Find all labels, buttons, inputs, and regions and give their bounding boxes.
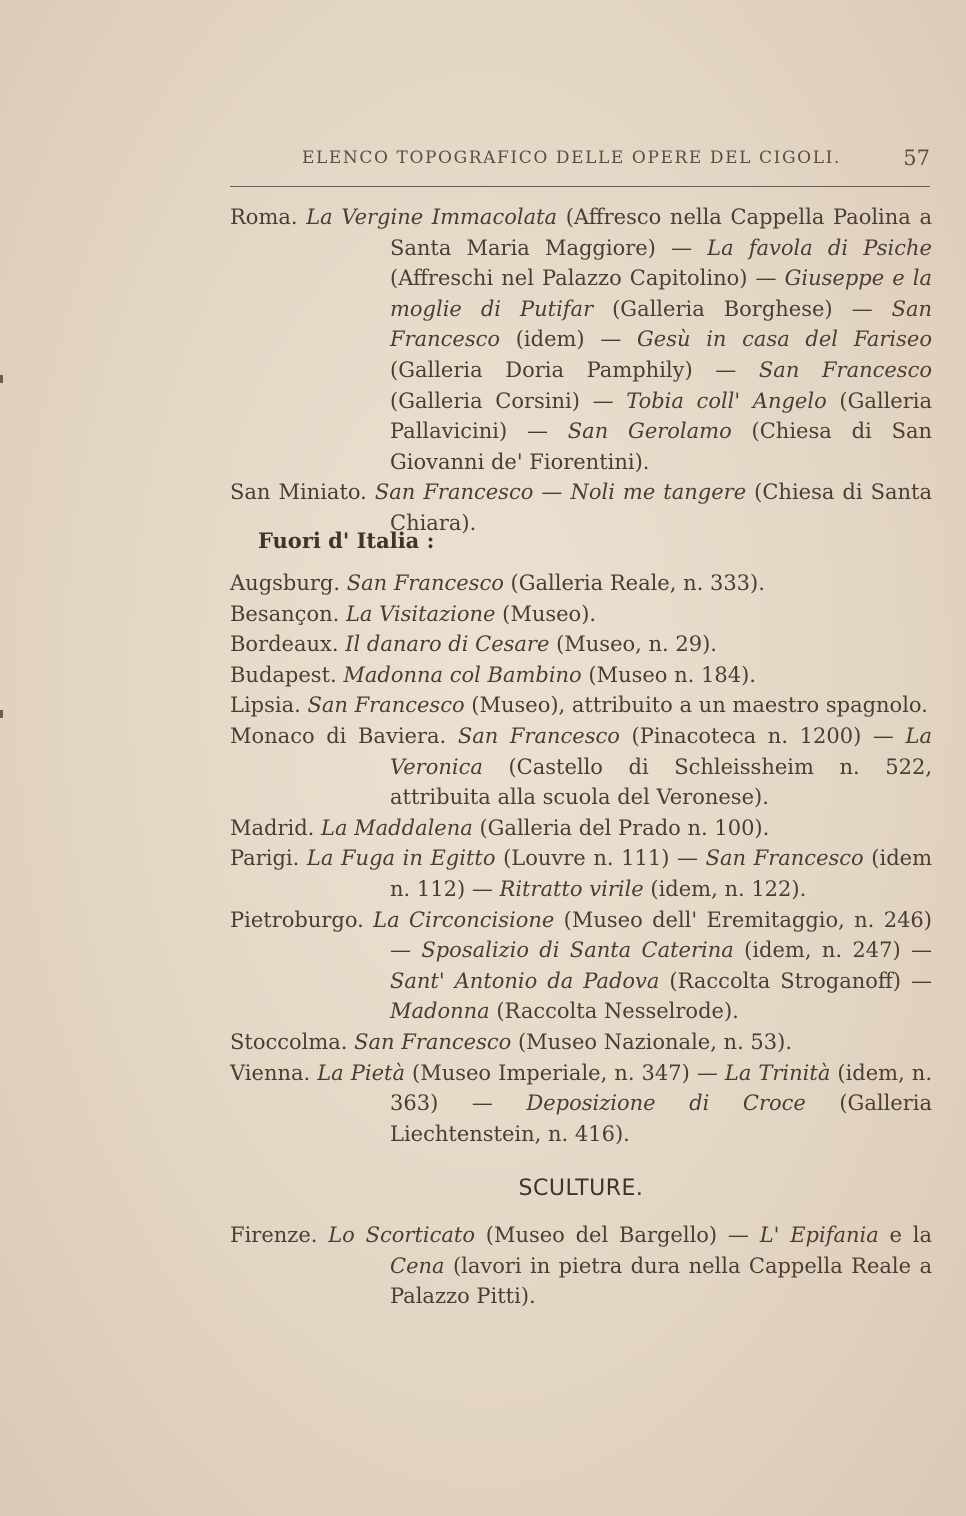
entry-place: San Miniato. (230, 480, 375, 505)
artwork-title: San Francesco (354, 1029, 512, 1054)
catalog-entry (230, 202, 932, 477)
entry-place: Firenze. (230, 1223, 329, 1247)
entry-place: Bordeaux. (230, 632, 346, 657)
sculpture-heading: SCULTURE. (518, 1176, 644, 1201)
sculpture-entries (230, 1220, 932, 1312)
artwork-title: Tobia coll' Angelo (626, 388, 827, 413)
entry-text: (Museo), attribuito a un maestro spagnolo. (464, 693, 928, 718)
entry-text: (Affresco nella Cappella Paolina a Santa Maria Maggiore) — (390, 205, 932, 260)
artwork-title: La Circoncisione (373, 907, 555, 932)
entry-text: (Chiesa di Santa Chiara). (390, 480, 933, 535)
entry-text: e la (878, 1223, 933, 1247)
entry-text: — (533, 480, 571, 505)
entry-text: (idem, n. 247) — (733, 938, 932, 963)
artwork-title: La favola di Psiche (707, 235, 932, 260)
artwork-title: La Visitazione (345, 601, 496, 626)
artwork-title: Lo Scorticato (328, 1223, 475, 1247)
entry-text: (idem) — (500, 327, 638, 352)
artwork-title: San Francesco (374, 480, 534, 505)
artwork-title: San Gerolamo (567, 419, 732, 444)
artwork-title: La Trinità (724, 1060, 831, 1085)
catalog-entry (230, 721, 932, 813)
catalog-entry (230, 599, 932, 630)
entry-text: (Museo Imperiale, n. 347) — (404, 1060, 725, 1085)
entry-text: (Castello di Schleissheim n. 522, attribuita alla scuola del Veronese). (390, 754, 932, 810)
entry-place: Vienna. (230, 1060, 318, 1085)
entry-text: (Galleria Borghese) — (593, 296, 892, 321)
catalog-entry (230, 629, 932, 660)
abroad-entries (230, 568, 932, 1149)
catalog-entry (230, 1058, 932, 1150)
entry-place: Pietroburgo. (230, 907, 374, 932)
artwork-title: Sposalizio di Santa Caterina (421, 938, 734, 963)
catalog-entry (230, 813, 932, 844)
catalog-entry (230, 843, 932, 904)
artwork-title: Noli me tangere (570, 480, 747, 505)
artwork-title: Ritratto virile (499, 876, 644, 901)
entry-text: (Chiesa di San Giovanni de' Fiorentini). (390, 419, 932, 474)
artwork-title: Madonna col Bambino (343, 662, 582, 687)
catalog-entry (230, 660, 932, 691)
entry-place: Budapest. (230, 662, 344, 687)
entry-text: (idem n. 112) — (390, 846, 932, 901)
artwork-title: San Francesco (758, 357, 932, 382)
artwork-title: San Francesco (346, 571, 504, 595)
artwork-title: La Pietà (317, 1060, 405, 1085)
catalog-entry (230, 905, 932, 1027)
margin-mark (0, 375, 3, 383)
entry-text: (Galleria Pallavicini) — (390, 388, 932, 444)
entry-place: Augsburg. (230, 571, 347, 595)
entry-text: (lavori in pietra dura nella Cappella Reale a Palazzo Pitti). (390, 1253, 932, 1309)
artwork-title: San Francesco (390, 296, 933, 352)
entry-place: Lipsia. (230, 693, 308, 718)
artwork-title: Sant' Antonio da Padova (390, 968, 660, 993)
entry-text: (Pinacoteca n. 1200) — (619, 723, 906, 748)
entry-text: (Museo dell' Eremitaggio, n. 246) — (390, 907, 932, 963)
entry-text: (Galleria Corsini) — (390, 388, 627, 413)
page-header (230, 146, 930, 187)
artwork-title: Madonna (390, 999, 490, 1024)
artwork-title: Deposizione di Croce (526, 1091, 806, 1116)
artwork-title: Cena (390, 1253, 445, 1278)
running-title: ELENCO TOPOGRAFICO DELLE OPERE DEL CIGOLI. (302, 148, 841, 168)
entry-text: (Museo del Bargello) — (474, 1223, 760, 1247)
entry-place: Monaco di Baviera. (230, 723, 458, 748)
entry-text: (Galleria Liechtenstein, n. 416). (390, 1091, 932, 1146)
entry-place: Roma. (230, 205, 307, 229)
artwork-title: La Maddalena (321, 815, 473, 840)
artwork-title: La Fuga in Egitto (306, 846, 496, 871)
margin-mark (0, 710, 3, 718)
entry-place: Madrid. (230, 815, 322, 840)
entry-place: Besançon. (230, 601, 346, 626)
entry-text: (Museo). (495, 601, 597, 626)
entry-text: (Raccolta Nesselrode). (489, 999, 739, 1024)
artwork-title: Giuseppe e la moglie di Putifar (390, 266, 932, 321)
entry-text: (Louvre n. 111) — (495, 846, 706, 871)
entry-text: (idem, n. 363) — (390, 1060, 932, 1116)
artwork-title: Gesù in casa del Fariseo (637, 327, 932, 352)
entry-place: Parigi. (230, 846, 307, 871)
page-number: 57 (903, 146, 930, 170)
italy-entries (230, 202, 932, 539)
entry-text: (Galleria del Prado n. 100). (472, 815, 770, 840)
artwork-title: La Vergine Immacolata (306, 205, 558, 229)
catalog-entry (230, 568, 932, 599)
entry-text: (Galleria Reale, n. 333). (503, 571, 765, 595)
artwork-title: L' Epifania (759, 1223, 879, 1247)
entry-text: (Museo n. 184). (581, 662, 756, 687)
entry-text: (Museo, n. 29). (549, 632, 717, 657)
artwork-title: Il danaro di Cesare (345, 632, 550, 657)
entry-text: (Galleria Doria Pamphily) — (390, 357, 759, 382)
artwork-title: San Francesco (705, 846, 864, 871)
artwork-title: San Francesco (307, 693, 465, 718)
artwork-title: La Veronica (390, 723, 932, 779)
abroad-heading: Fuori d' Italia : (258, 528, 435, 553)
catalog-entry (230, 1027, 932, 1058)
catalog-entry (230, 1220, 932, 1312)
entry-text: (Affreschi nel Palazzo Capitolino) — (390, 266, 785, 291)
entry-text: (Museo Nazionale, n. 53). (511, 1029, 793, 1054)
entry-text: (idem, n. 122). (643, 876, 807, 901)
entry-text: (Raccolta Stroganoff) — (659, 968, 932, 993)
catalog-entry (230, 690, 932, 721)
entry-place: Stoccolma. (230, 1029, 355, 1054)
artwork-title: San Francesco (457, 723, 620, 748)
